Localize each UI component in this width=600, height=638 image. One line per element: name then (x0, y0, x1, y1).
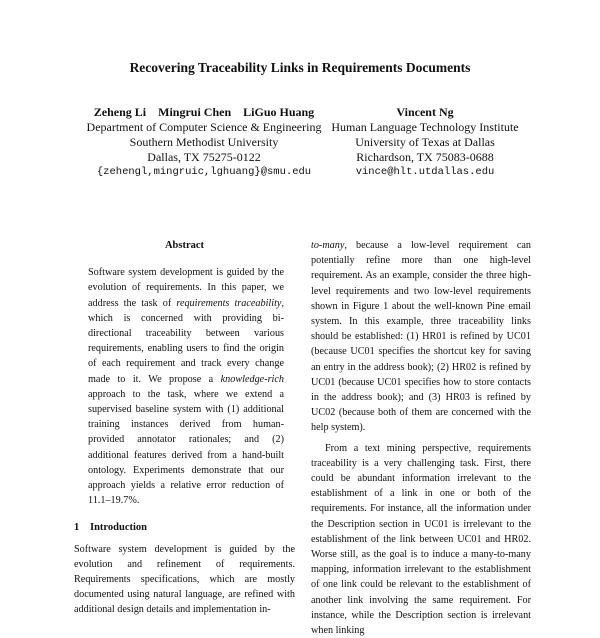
abstract-emphasis-1: requirements traceability (176, 297, 282, 309)
author-names: Zeheng Li Mingrui Chen LiGuo Huang (93, 105, 315, 119)
abstract-emphasis-2: knowledge-rich (220, 373, 284, 385)
author-names: Vincent Ng (396, 105, 454, 119)
left-column (74, 238, 295, 618)
abstract-heading: Abstract (164, 240, 205, 251)
address: Richardson, TX 75083-0688 (356, 150, 494, 164)
department: Human Language Technology Institute (331, 120, 519, 134)
affiliation-smu (66, 105, 342, 180)
section-number: 1 (74, 522, 80, 534)
section-title: Introduction (90, 522, 147, 534)
affiliation-utd (326, 105, 524, 180)
email: vince@hlt.utdallas.edu (355, 166, 495, 178)
introduction-paragraph: Software system development is guided by the evolution and refinement of requirements. Requirements specifications, which are mostly documented using natural language, are refined with additional design details and implementation in- (74, 543, 295, 616)
abstract-text (88, 265, 284, 508)
address: Dallas, TX 75275-0122 (147, 150, 261, 164)
email: {zehengl,mingruic,lghuang}@smu.edu (96, 166, 312, 178)
institution: University of Texas at Dallas (355, 135, 495, 149)
body-paragraph-1-text: , because a low-level requirement can potentially refine more than one high-level requirement. As an example, consider the three high-level requirements and two low-level requirements shown in Figure 1 about the well-known Pine email system. In this example, three traceability links should be established: (1) HR01 is refined by UC01 (because UC01 specifies the shortcut key for saving an entry in the address book); (2) HR02 is refined by UC01 (because UC01 specifies how to store contacts in the address book); and (3) HR03 is refined by UC02 (because both of them are concerned with the help system). (311, 240, 531, 434)
body-paragraph-2: From a text mining perspective, requirements traceability is a very challenging task. First, there could be abundant information irrelevant to the establishment of a link in one or both of the requirements. For instance, all the information under the Description section in UC01 is irrelevant to the establishment of the link between UC01 and HR02. Worse still, as the goal is to induce a many-to-many mapping, information irrelevant to the establishment of one link could be relevant to the establishment of another link involving the same requirement. For instance, while the Description section is irrelevant when linking (311, 442, 531, 637)
department: Department of Computer Science & Engineering (86, 120, 322, 134)
right-column (311, 238, 531, 638)
body-emphasis: to-many (311, 240, 345, 251)
institution: Southern Methodist University (129, 135, 279, 149)
abstract-part-2: , which is concerned with providing bi-directional traceability between various requirements, enabling users to find the origin of each requirement and track every change made to it. We propose a (88, 297, 284, 385)
section-heading-introduction (74, 520, 295, 535)
abstract-part-1: Software system development is guided by the evolution of requirements. In this paper, we address the task of (88, 267, 284, 309)
paper-title: Recovering Traceability Links in Requirements Documents (129, 60, 471, 75)
abstract-part-3: approach to the task, where we extend a supervised baseline system with (1) additional training instances derived from human-provided annotator rationales; and (2) additional features derived from a hand-built ontology. Experiments demonstrate that our approach yields a relative error reduction of 11.1–19.7%. (88, 388, 284, 507)
body-paragraph-1 (311, 238, 531, 436)
